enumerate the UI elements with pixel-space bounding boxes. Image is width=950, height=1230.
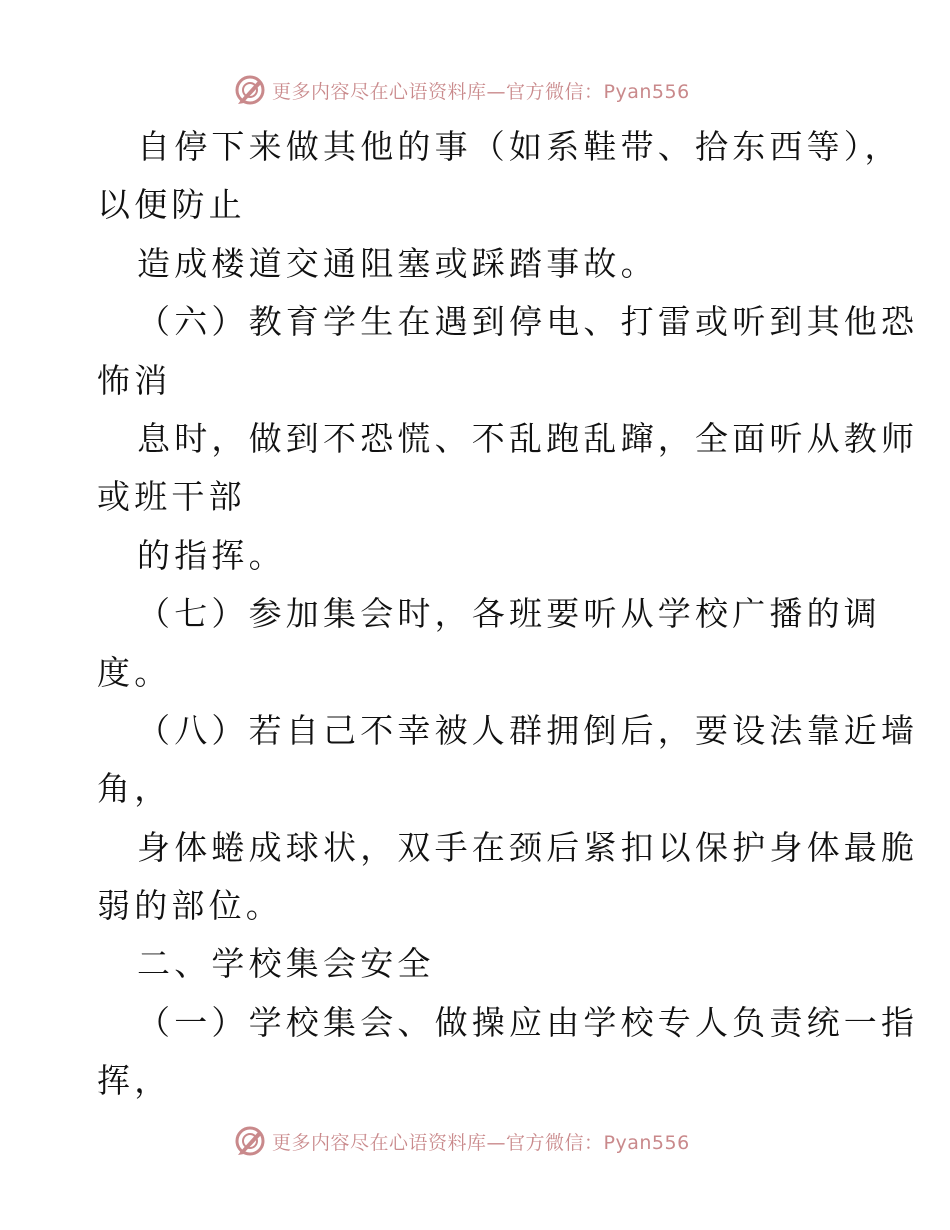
text-line: 怖消 (97, 360, 172, 400)
text-line: 挥， (97, 1061, 172, 1101)
text-line: 自停下来做其他的事（如系鞋带、拾东西等）， (137, 127, 902, 166)
footer-watermark-text: 更多内容尽在心语资料库—官方微信：Pyan556 (272, 1131, 690, 1154)
footer-watermark (234, 1124, 690, 1158)
document-body (97, 118, 919, 1111)
text-line: 身体蜷成球状，双手在颈后紧扣以保护身体最脆 (137, 827, 919, 867)
text-line: 角， (97, 769, 172, 809)
text-line: 或班干部 (97, 477, 246, 517)
header-watermark (234, 73, 690, 107)
text-line: 二、学校集会安全 (137, 944, 435, 984)
text-line: 弱的部位。 (97, 886, 283, 926)
pen-seal-logo-icon (234, 1125, 266, 1157)
text-line: 造成楼道交通阻塞或踩踏事故。 (137, 243, 658, 283)
text-line: （六）教育学生在遇到停电、打雷或听到其他恐 (137, 302, 919, 342)
text-line: 的指挥。 (137, 535, 286, 575)
text-line: （八）若自己不幸被人群拥倒后，要设法靠近墙 (137, 710, 919, 750)
header-watermark-text: 更多内容尽在心语资料库—官方微信：Pyan556 (272, 80, 690, 103)
text-line: （七）参加集会时，各班要听从学校广播的调 (137, 594, 881, 634)
pen-seal-logo-icon (234, 74, 266, 106)
text-line: 度。 (97, 652, 172, 692)
text-line: 以便防止 (97, 185, 246, 225)
text-line: （一）学校集会、做操应由学校专人负责统一指 (137, 1002, 919, 1042)
text-line: 息时，做到不恐慌、不乱跑乱蹿，全面听从教师 (137, 418, 919, 458)
